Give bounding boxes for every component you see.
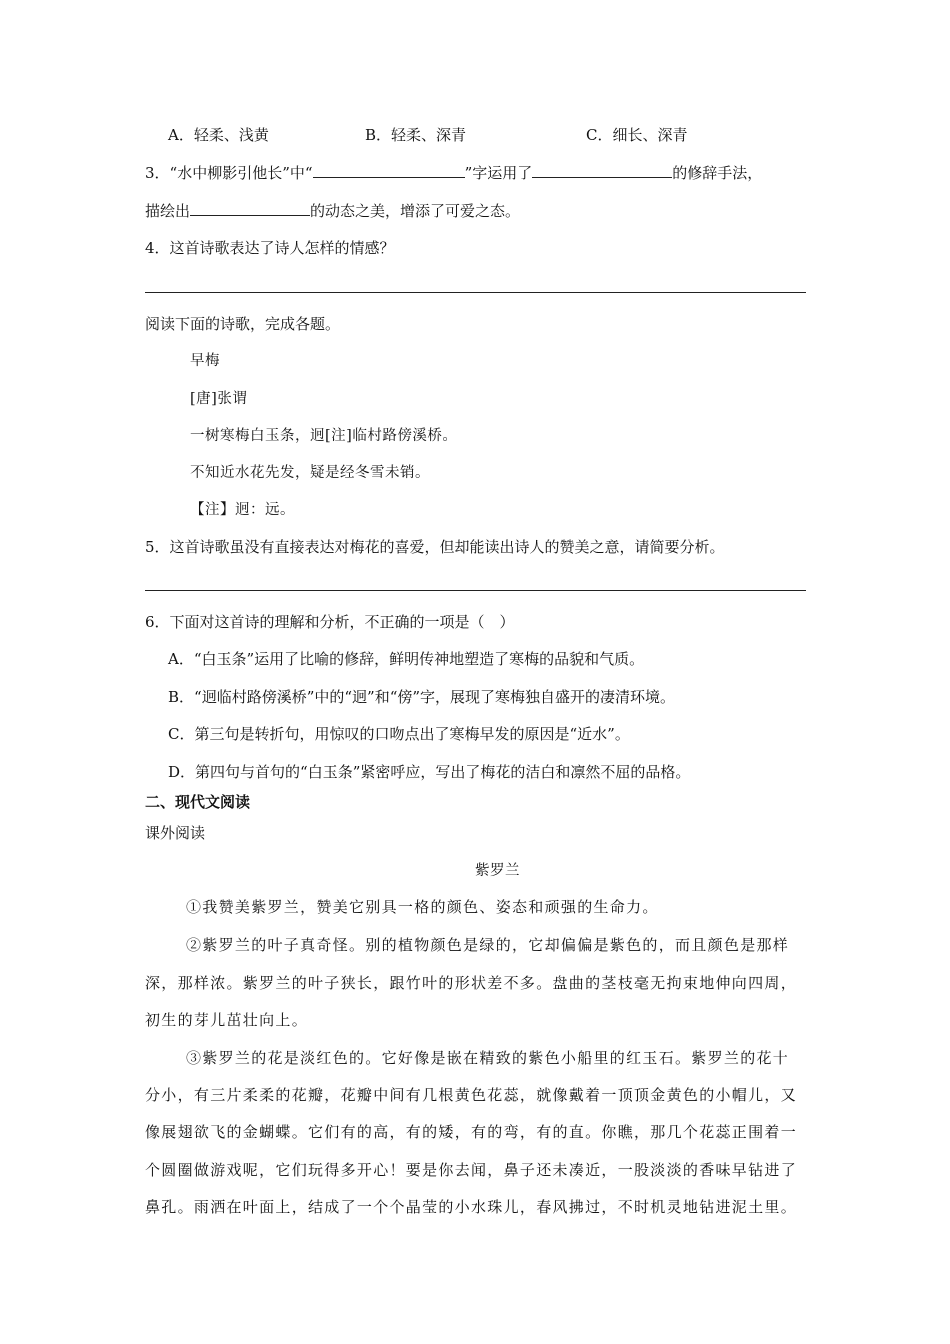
question-6-option-c: C．第三句是转折句，用惊叹的口吻点出了寒梅早发的原因是“近水”。 xyxy=(168,725,630,743)
q3-text-5: 的动态之美，增添了可爱之态。 xyxy=(310,202,521,220)
essay-title: 紫罗兰 xyxy=(475,863,520,879)
reading-intro: 阅读下面的诗歌，完成各题。 xyxy=(145,315,341,333)
essay-paragraph-1: ①我赞美紫罗兰，赞美它别具一格的颜色、姿态和顽强的生命力。 xyxy=(186,898,659,916)
poem-note: 【注】迥：远。 xyxy=(190,502,295,518)
answer-line-q5[interactable] xyxy=(145,590,806,591)
q3-text-3: 的修辞手法， xyxy=(672,164,763,182)
essay-paragraph-3-line-2: 分小，有三片柔柔的花瓣，花瓣中间有几根黄色花蕊，就像戴着一顶顶金黄色的小帽儿，又 xyxy=(145,1086,798,1104)
essay-paragraph-2-line-3: 初生的芽儿茁壮向上。 xyxy=(145,1011,309,1029)
q3-text-4: 描绘出 xyxy=(145,202,191,220)
question-3-line2 xyxy=(145,200,520,221)
question-6-option-a: A．“白玉条”运用了比喻的修辞，鲜明传神地塑造了寒梅的品貌和气质。 xyxy=(168,650,645,668)
essay-paragraph-2-line-2: 深，那样浓。紫罗兰的叶子狭长，跟竹叶的形状差不多。盘曲的茎枝毫无拘束地伸向四周， xyxy=(145,974,798,992)
poem-title: 早梅 xyxy=(190,353,220,369)
option-c: C．细长、深青 xyxy=(586,126,688,144)
question-4: 4．这首诗歌表达了诗人怎样的情感？ xyxy=(145,239,395,257)
q3-text-1: 3．“水中柳影引他长”中“ xyxy=(145,164,313,182)
answer-line-q4[interactable] xyxy=(145,292,806,293)
question-6-stem: 6．下面对这首诗的理解和分析，不正确的一项是（ ） xyxy=(145,613,515,631)
question-6-option-d: D．第四句与首句的“白玉条”紧密呼应，写出了梅花的洁白和凛然不屈的品格。 xyxy=(168,763,691,781)
poem-line-2: 不知近水花先发，疑是经冬雪未销。 xyxy=(190,465,430,481)
q3-blank-1[interactable] xyxy=(313,163,465,178)
section-subheading: 课外阅读 xyxy=(145,824,206,842)
option-b: B．轻柔、深青 xyxy=(365,126,467,144)
q3-blank-3[interactable] xyxy=(190,201,310,216)
poem-line-1: 一树寒梅白玉条，迥[注]临村路傍溪桥。 xyxy=(190,428,458,444)
q3-blank-2[interactable] xyxy=(532,163,672,178)
question-5: 5．这首诗歌虽没有直接表达对梅花的喜爱，但却能读出诗人的赞美之意，请简要分析。 xyxy=(145,538,725,556)
essay-paragraph-3-line-1: ③紫罗兰的花是淡红色的。它好像是嵌在精致的紫色小船里的红玉石。紫罗兰的花十 xyxy=(186,1049,790,1067)
question-3-line1 xyxy=(145,162,762,183)
question-6-option-b: B．“迥临村路傍溪桥”中的“迥”和“傍”字，展现了寒梅独自盛开的凄清环境。 xyxy=(168,688,676,706)
essay-paragraph-2-line-1: ②紫罗兰的叶子真奇怪。别的植物颜色是绿的，它却偏偏是紫色的，而且颜色是那样 xyxy=(186,936,790,954)
essay-paragraph-3-line-3: 像展翅欲飞的金蝴蝶。它们有的高，有的矮，有的弯，有的直。你瞧，那几个花蕊正围着一 xyxy=(145,1123,798,1141)
essay-paragraph-3-line-4: 个圆圈做游戏呢，它们玩得多开心！要是你去闻，鼻子还未凑近，一股淡淡的香味早钻进了 xyxy=(145,1161,798,1179)
q3-text-2: ”字运用了 xyxy=(464,164,533,182)
option-a: A．轻柔、浅黄 xyxy=(168,126,269,144)
poem-author: [唐]张谓 xyxy=(190,391,248,407)
essay-paragraph-3-line-5: 鼻孔。雨洒在叶面上，结成了一个个晶莹的小水珠儿，春风拂过，不时机灵地钻进泥土里。 xyxy=(145,1198,798,1216)
section-heading: 二、现代文阅读 xyxy=(145,793,251,811)
